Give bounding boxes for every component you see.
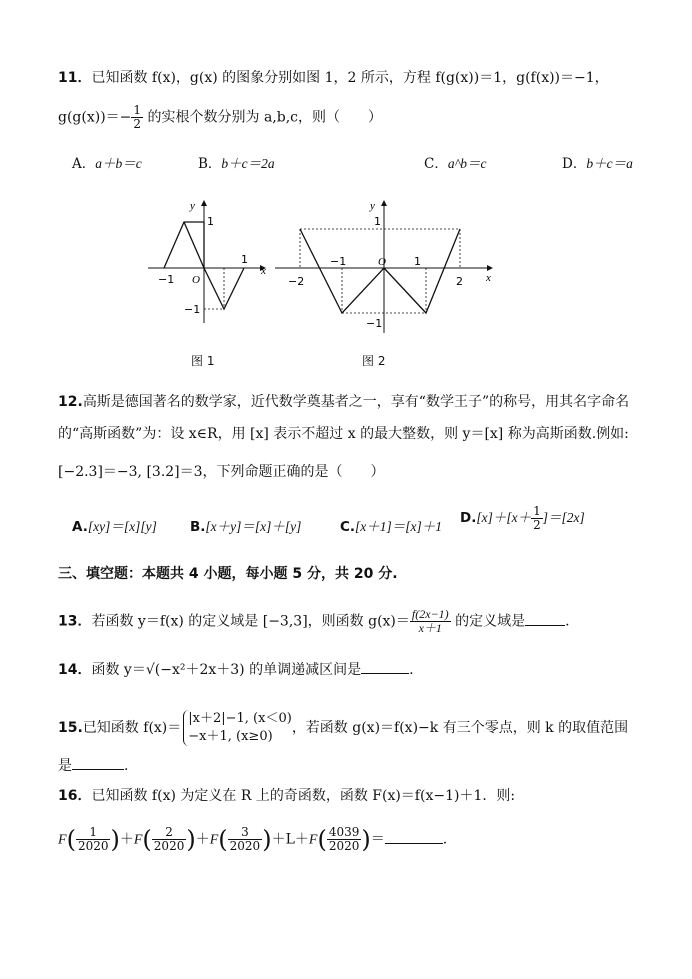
- fig1-one-y: 1: [207, 215, 214, 228]
- q16-term-3-den: 2020: [229, 839, 261, 853]
- q16-equals: ＝: [370, 831, 385, 848]
- q15-pre: 已知函数 f(x)＝: [82, 720, 182, 736]
- fig2-neg2: −2: [288, 275, 305, 288]
- fig1-origin: O: [192, 274, 200, 286]
- fig1-y-label: y: [190, 200, 195, 212]
- q16-term-2-num: 2: [152, 826, 187, 840]
- q16-F-3: F: [209, 832, 219, 848]
- q12-option-d[interactable]: [460, 505, 585, 532]
- q12-line2: [58, 424, 629, 444]
- q16-term-1-num: 1: [76, 826, 111, 840]
- q12-option-b-text: [x＋y]＝[x]＋[y]: [205, 519, 302, 534]
- q13-answer-blank[interactable]: [525, 625, 565, 626]
- q11-line1: [58, 68, 609, 88]
- q16-term-4: [327, 826, 362, 853]
- q15-post: ，若函数 g(x)＝f(x)−k 有三个零点，则 k 的取值范围: [291, 720, 629, 736]
- q14-number: 14．: [58, 662, 92, 678]
- q15-piecewise: [183, 710, 292, 746]
- q12-line1: [58, 392, 629, 412]
- q12-option-a-label: A.: [72, 519, 88, 535]
- q16-term-2-den: 2020: [153, 839, 185, 853]
- q12-option-b-label: B.: [190, 519, 206, 535]
- q12-option-d-den: 2: [533, 518, 541, 532]
- q15-line2: 是 .: [58, 758, 129, 774]
- q16-term-4-den: 2020: [328, 839, 360, 853]
- q15-answer-blank[interactable]: [72, 769, 124, 770]
- q11-option-b[interactable]: [198, 152, 275, 172]
- fig1-neg1-x: −1: [158, 273, 175, 286]
- q14-answer-blank[interactable]: [361, 673, 409, 674]
- q16-line1: [58, 786, 515, 806]
- q12-line2-text: 的“高斯函数”为：设 x∈R，用 [x] 表示不超过 x 的最大整数，则 y＝[x] 称为高斯函数.例如:: [58, 426, 629, 442]
- q12-option-c[interactable]: [340, 515, 442, 535]
- q11-option-a-label: A．: [72, 156, 96, 172]
- q11-option-c-text: a^b＝c: [447, 156, 487, 171]
- q15-line1: [58, 710, 628, 746]
- q12-option-d-fraction: [531, 505, 543, 532]
- q14-text: 函数 y＝√(−x²＋2x＋3) 的单调递减区间是: [91, 662, 362, 678]
- figure-1-graph: [140, 195, 275, 330]
- fig1-x-label: x: [261, 265, 266, 277]
- q12-option-c-text: [x＋1]＝[x]＋1: [355, 519, 443, 534]
- q15-case2: −x＋1, (x≥0): [188, 729, 273, 744]
- q11-frac-num: 1: [133, 103, 142, 117]
- q11-option-b-text: b＋c＝2a: [221, 156, 275, 171]
- fig2-one-y: 1: [374, 215, 381, 228]
- q13-frac-den: x＋1: [418, 621, 442, 635]
- fig1-one-x: 1: [241, 253, 248, 266]
- q16-plus-2: ＋: [195, 831, 210, 848]
- fig2-one-x: 1: [414, 255, 421, 268]
- q13-post: 的定义域是: [450, 613, 526, 630]
- q12-option-d-post: ]＝[2x]: [542, 510, 585, 525]
- q11-option-c-label: C．: [424, 156, 448, 172]
- q13-fraction: [410, 608, 451, 635]
- figure-2-caption: 图 2: [362, 354, 386, 368]
- q16-term-1-den: 2020: [77, 839, 109, 853]
- fig2-neg1: −1: [330, 255, 347, 268]
- q14-line: 14．函数 y＝√(−x²＋2x＋3) 的单调递减区间是 .: [58, 662, 414, 678]
- q16-term-3: [228, 826, 263, 853]
- q12-option-a[interactable]: [72, 515, 157, 535]
- figure-2-graph: [270, 195, 500, 340]
- q16-F-1: F: [58, 832, 67, 848]
- fig2-origin: O: [378, 256, 386, 268]
- q12-option-d-num: 1: [533, 504, 541, 518]
- q12-number: 12.: [58, 394, 83, 410]
- q13-pre: 若函数 y＝f(x) 的定义域是 [−3,3]，则函数 g(x)＝: [91, 613, 410, 630]
- q16-ellipsis: ＋L＋: [271, 831, 309, 848]
- q11-option-d[interactable]: [562, 152, 633, 172]
- q15-number: 15.: [58, 720, 83, 736]
- q11-line2-suffix: 的实根个数分别为 a,b,c，则（ ）: [143, 109, 382, 126]
- q12-line1-text: 高斯是德国著名的数学家，近代数学奠基者之一，享有“数学王子”的称号，用其名字命名: [82, 394, 630, 410]
- fig2-neg1-y: −1: [366, 317, 383, 330]
- q13-frac-num: f(2x−1): [411, 607, 449, 621]
- q11-option-d-text: b＋c＝a: [586, 156, 633, 171]
- q11-option-c[interactable]: [424, 152, 487, 172]
- fig2-x-label: x: [486, 272, 491, 284]
- section-3-heading: [58, 564, 398, 584]
- q16-answer-blank[interactable]: [385, 843, 443, 844]
- q16-line2: F( $\frac{1}{2020}$ )＋F( $\frac{2}{2020}$ )＋F( $\frac{3}{2020}$ )＋L＋F( $\frac{4039}{2020}$ )＝ .: [58, 825, 448, 854]
- q11-number: 11．: [58, 70, 92, 86]
- q11-option-b-label: B．: [198, 156, 222, 172]
- q16-term-4-num: 4039: [328, 825, 360, 839]
- q12-option-c-label: C.: [340, 519, 356, 535]
- q13-number: 13．: [58, 613, 92, 630]
- q11-line2-prefix: g(g(x))＝−: [58, 109, 132, 126]
- q16-plus-1: ＋: [119, 831, 134, 848]
- q13-line: 13．若函数 y＝f(x) 的定义域是 [−3,3]，则函数 g(x)＝ $\frac{f(2x-1)}{x+1}$ 的定义域是 .: [58, 607, 570, 635]
- q16-number: 16．: [58, 788, 92, 804]
- q12-option-a-text: [xy]＝[x][y]: [87, 519, 157, 534]
- q12-option-d-label: D.: [460, 510, 477, 526]
- q11-option-d-label: D．: [562, 156, 587, 172]
- q16-term-1: [76, 826, 111, 853]
- q11-line2: [58, 104, 382, 131]
- q16-line1-text: 已知函数 f(x) 为定义在 R 上的奇函数，函数 F(x)＝f(x−1)＋1．则:: [91, 788, 516, 804]
- q12-option-b[interactable]: [190, 515, 301, 535]
- q16-F-4: F: [308, 832, 318, 848]
- q11-option-a-text: a＋b＝c: [95, 156, 142, 171]
- q11-frac-den: 2: [133, 117, 142, 131]
- q15-case1: |x＋2|−1, (x＜0): [188, 711, 292, 726]
- q16-term-2: [152, 826, 187, 853]
- q16-term-3-num: 3: [228, 826, 263, 840]
- q12-line3: [58, 462, 385, 482]
- figure-1-caption: 图 1: [191, 354, 215, 368]
- q11-fraction: [131, 104, 143, 131]
- q16-F-2: F: [133, 832, 143, 848]
- fig2-two: 2: [456, 275, 463, 288]
- q11-option-a[interactable]: [72, 152, 142, 172]
- q12-option-d-pre: [x]＋[x＋: [476, 510, 532, 525]
- q11-stem: 已知函数 f(x)，g(x) 的图象分别如图 1，2 所示，方程 f(g(x))＝1，g(f(x))＝−1，: [91, 70, 609, 86]
- q15-line2-text: 是: [58, 758, 72, 774]
- q12-line3-text: [−2.3]＝−3, [3.2]＝3，下列命题正确的是（ ）: [58, 464, 385, 480]
- fig1-neg1-y: −1: [184, 303, 201, 316]
- section-3-text: 三、填空题：本题共 4 小题，每小题 5 分，共 20 分.: [58, 566, 398, 582]
- fig2-y-label: y: [370, 200, 375, 212]
